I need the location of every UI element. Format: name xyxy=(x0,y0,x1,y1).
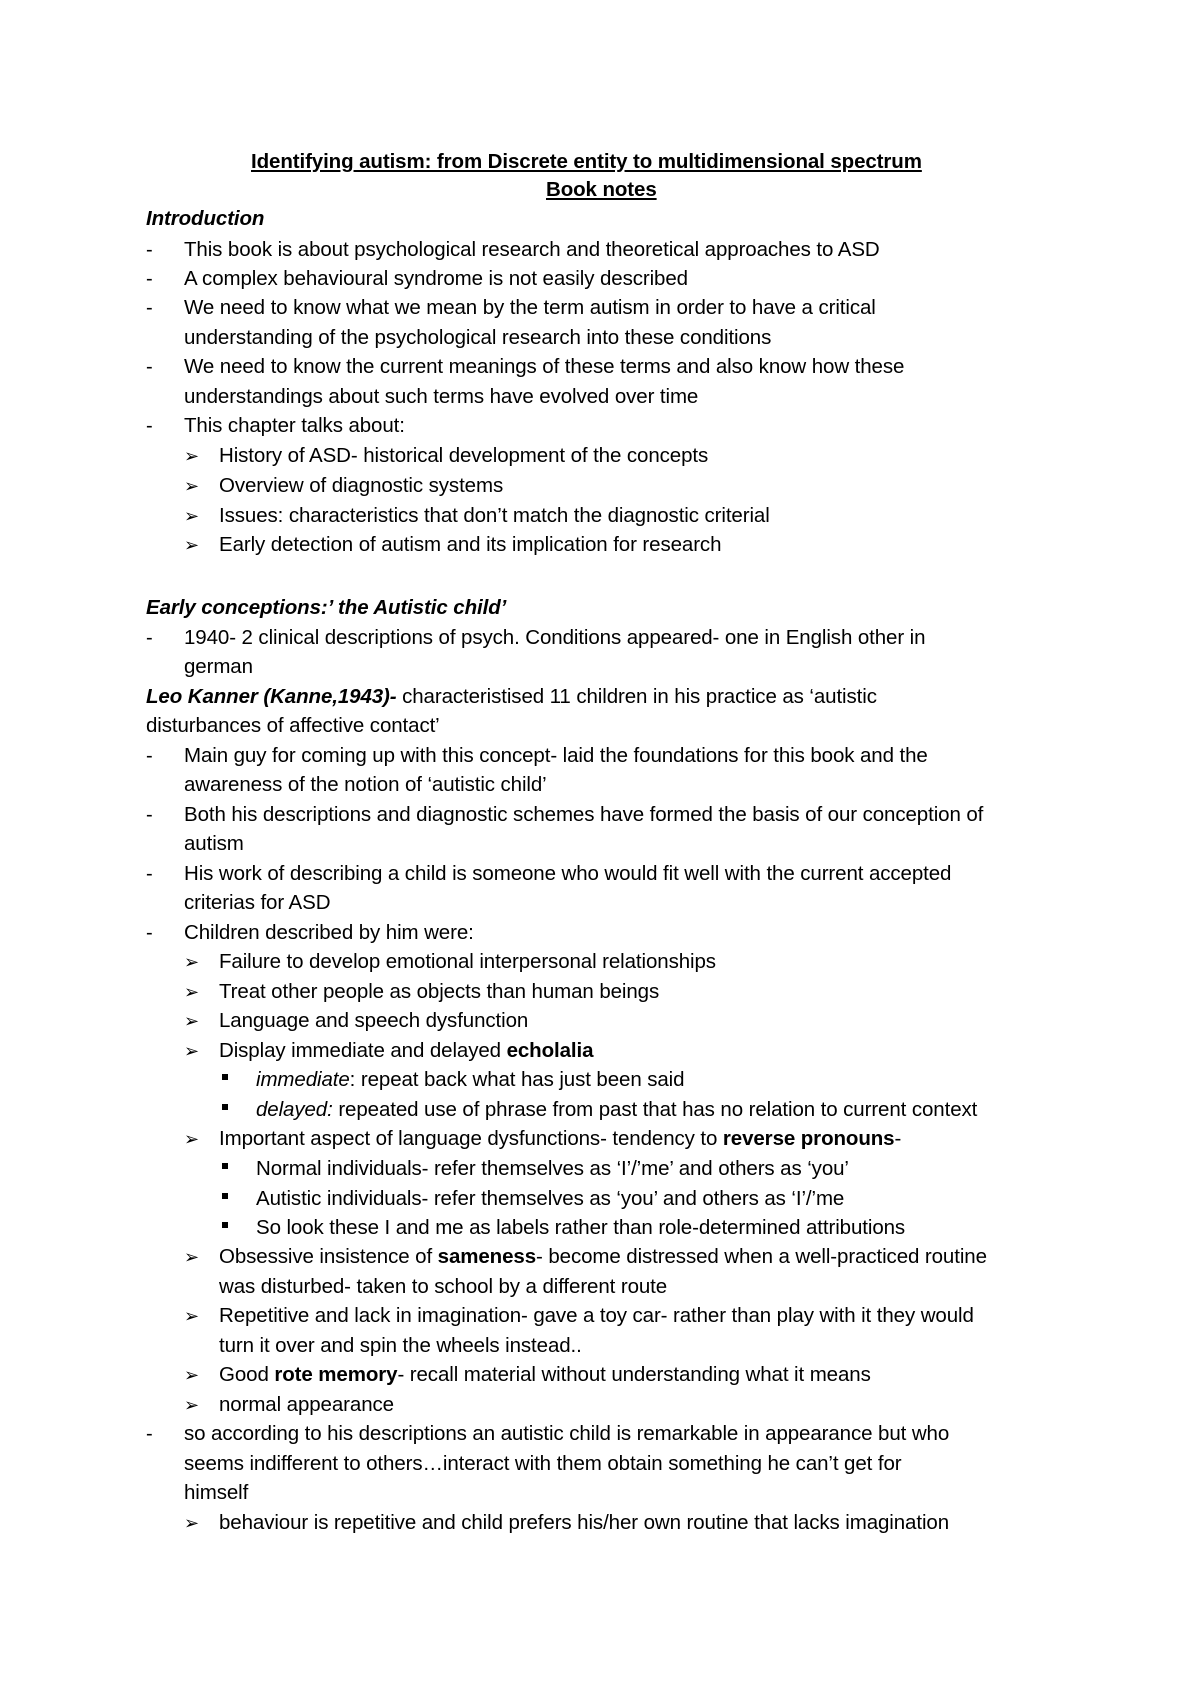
dash-bullet: - xyxy=(146,268,153,290)
intro-bullet: This chapter talks about: xyxy=(184,414,405,437)
early-bullet: 1940- 2 clinical descriptions of psych. Conditions appeared- one in English other in xyxy=(184,626,926,649)
arrow-bullet-icon: ➢ xyxy=(184,1306,200,1326)
kanner-trait: normal appearance xyxy=(219,1393,394,1416)
arrow-bullet-icon: ➢ xyxy=(184,982,200,1002)
dash-bullet: - xyxy=(146,415,153,437)
intro-sub-bullet: Issues: characteristics that don’t match the diagnostic criterial xyxy=(219,504,770,527)
trait-text: - xyxy=(894,1127,902,1150)
arrow-bullet-icon: ➢ xyxy=(184,506,200,526)
kanner-trait xyxy=(219,1125,901,1153)
dash-bullet: - xyxy=(146,1423,153,1445)
document-title: Identifying autism: from Discrete entity to multidimensional spectrum xyxy=(251,150,922,173)
arrow-bullet-icon: ➢ xyxy=(184,446,200,466)
arrow-bullet-icon: ➢ xyxy=(184,1011,200,1031)
dash-bullet: - xyxy=(146,356,153,378)
trait-text: Obsessive insistence of xyxy=(219,1245,438,1268)
dash-bullet: - xyxy=(146,239,153,261)
reverse-pronouns-term: reverse pronouns xyxy=(722,1127,895,1150)
early-bullet-cont: awareness of the notion of ‘autistic child’ xyxy=(184,773,547,796)
kanner-name: Leo Kanner (Kanne,1943)- xyxy=(146,685,397,708)
early-bullet-cont: criterias for ASD xyxy=(184,891,331,914)
arrow-bullet-icon: ➢ xyxy=(184,535,200,555)
dash-bullet: - xyxy=(146,745,153,767)
dash-bullet: - xyxy=(146,922,153,944)
arrow-bullet-icon: ➢ xyxy=(184,476,200,496)
square-bullet-icon xyxy=(222,1074,228,1080)
early-conceptions-heading: Early conceptions:’ the Autistic child’ xyxy=(146,596,507,619)
kanner-trait: Failure to develop emotional interpersonal relationships xyxy=(219,950,716,973)
early-bullet-cont: german xyxy=(184,655,253,678)
kanner-trait: Language and speech dysfunction xyxy=(219,1009,529,1032)
kanner-trait: behaviour is repetitive and child prefers his/her own routine that lacks imagination xyxy=(219,1511,950,1534)
detail-term: immediate xyxy=(256,1068,350,1091)
arrow-bullet-icon: ➢ xyxy=(184,1247,200,1267)
detail-term: delayed: xyxy=(256,1098,333,1121)
early-bullet: Both his descriptions and diagnostic schemes have formed the basis of our conception of xyxy=(184,803,984,826)
early-bullet: Children described by him were: xyxy=(184,921,474,944)
arrow-bullet-icon: ➢ xyxy=(184,1513,200,1533)
kanner-line-cont: disturbances of affective contact’ xyxy=(146,714,440,737)
intro-bullet: We need to know the current meanings of these terms and also know how these xyxy=(184,355,905,378)
kanner-trait: Repetitive and lack in imagination- gave a toy car- rather than play with it they would xyxy=(219,1304,974,1327)
trait-text: Display immediate and delayed xyxy=(219,1039,507,1062)
echolalia-detail xyxy=(256,1096,977,1124)
trait-text: Good xyxy=(219,1363,275,1386)
trait-text: - become distressed when a well-practiced routine xyxy=(536,1245,987,1268)
kanner-trait xyxy=(219,1037,593,1065)
square-bullet-icon xyxy=(222,1193,228,1199)
detail-text: : repeat back what has just been said xyxy=(349,1068,685,1091)
sameness-term: sameness xyxy=(437,1245,537,1268)
arrow-bullet-icon: ➢ xyxy=(184,1041,200,1061)
arrow-bullet-icon: ➢ xyxy=(184,1395,200,1415)
arrow-bullet-icon: ➢ xyxy=(184,952,200,972)
intro-bullet: This book is about psychological research and theoretical approaches to ASD xyxy=(184,238,880,261)
dash-bullet: - xyxy=(146,804,153,826)
dash-bullet: - xyxy=(146,627,153,649)
detail-text: repeated use of phrase from past that has no relation to current context xyxy=(332,1098,978,1121)
intro-sub-bullet: History of ASD- historical development of the concepts xyxy=(219,444,709,467)
intro-bullet-cont: understanding of the psychological research into these conditions xyxy=(184,326,772,349)
kanner-trait-cont: was disturbed- taken to school by a different route xyxy=(219,1275,668,1298)
square-bullet-icon xyxy=(222,1163,228,1169)
kanner-text: characteristised 11 children in his practice as ‘autistic xyxy=(396,685,877,708)
pronoun-detail: Normal individuals- refer themselves as ‘I’/’me’ and others as ‘you’ xyxy=(256,1157,849,1180)
square-bullet-icon xyxy=(222,1104,228,1110)
pronoun-detail: Autistic individuals- refer themselves as ‘you’ and others as ‘I’/’me xyxy=(256,1187,845,1210)
echolalia-term: echolalia xyxy=(506,1039,594,1062)
dash-bullet: - xyxy=(146,297,153,319)
kanner-line xyxy=(146,683,877,711)
early-bullet: so according to his descriptions an autistic child is remarkable in appearance but who xyxy=(184,1422,950,1445)
kanner-trait-cont: turn it over and spin the wheels instead.. xyxy=(219,1334,582,1357)
kanner-trait xyxy=(219,1243,987,1271)
echolalia-detail xyxy=(256,1066,684,1094)
intro-bullet: A complex behavioural syndrome is not easily described xyxy=(184,267,688,290)
pronoun-detail: So look these I and me as labels rather than role-determined attributions xyxy=(256,1216,906,1239)
intro-bullet-cont: understandings about such terms have evolved over time xyxy=(184,385,699,408)
arrow-bullet-icon: ➢ xyxy=(184,1365,200,1385)
intro-sub-bullet: Overview of diagnostic systems xyxy=(219,474,504,497)
square-bullet-icon xyxy=(222,1222,228,1228)
early-bullet-cont: seems indifferent to others…interact with them obtain something he can’t get for xyxy=(184,1452,902,1475)
intro-bullet: We need to know what we mean by the term autism in order to have a critical xyxy=(184,296,876,319)
introduction-heading: Introduction xyxy=(146,207,265,230)
document-subtitle: Book notes xyxy=(546,178,657,201)
early-bullet: Main guy for coming up with this concept- laid the foundations for this book and the xyxy=(184,744,928,767)
early-bullet-cont: himself xyxy=(184,1481,249,1504)
kanner-trait: Treat other people as objects than human beings xyxy=(219,980,660,1003)
dash-bullet: - xyxy=(146,863,153,885)
arrow-bullet-icon: ➢ xyxy=(184,1129,200,1149)
early-bullet-cont: autism xyxy=(184,832,244,855)
intro-sub-bullet: Early detection of autism and its implication for research xyxy=(219,533,722,556)
trait-text: Important aspect of language dysfunctions- tendency to xyxy=(219,1127,723,1150)
rote-memory-term: rote memory xyxy=(274,1363,398,1386)
trait-text: - recall material without understanding what it means xyxy=(397,1363,871,1386)
kanner-trait xyxy=(219,1361,871,1389)
early-bullet: His work of describing a child is someone who would fit well with the current accepted xyxy=(184,862,952,885)
